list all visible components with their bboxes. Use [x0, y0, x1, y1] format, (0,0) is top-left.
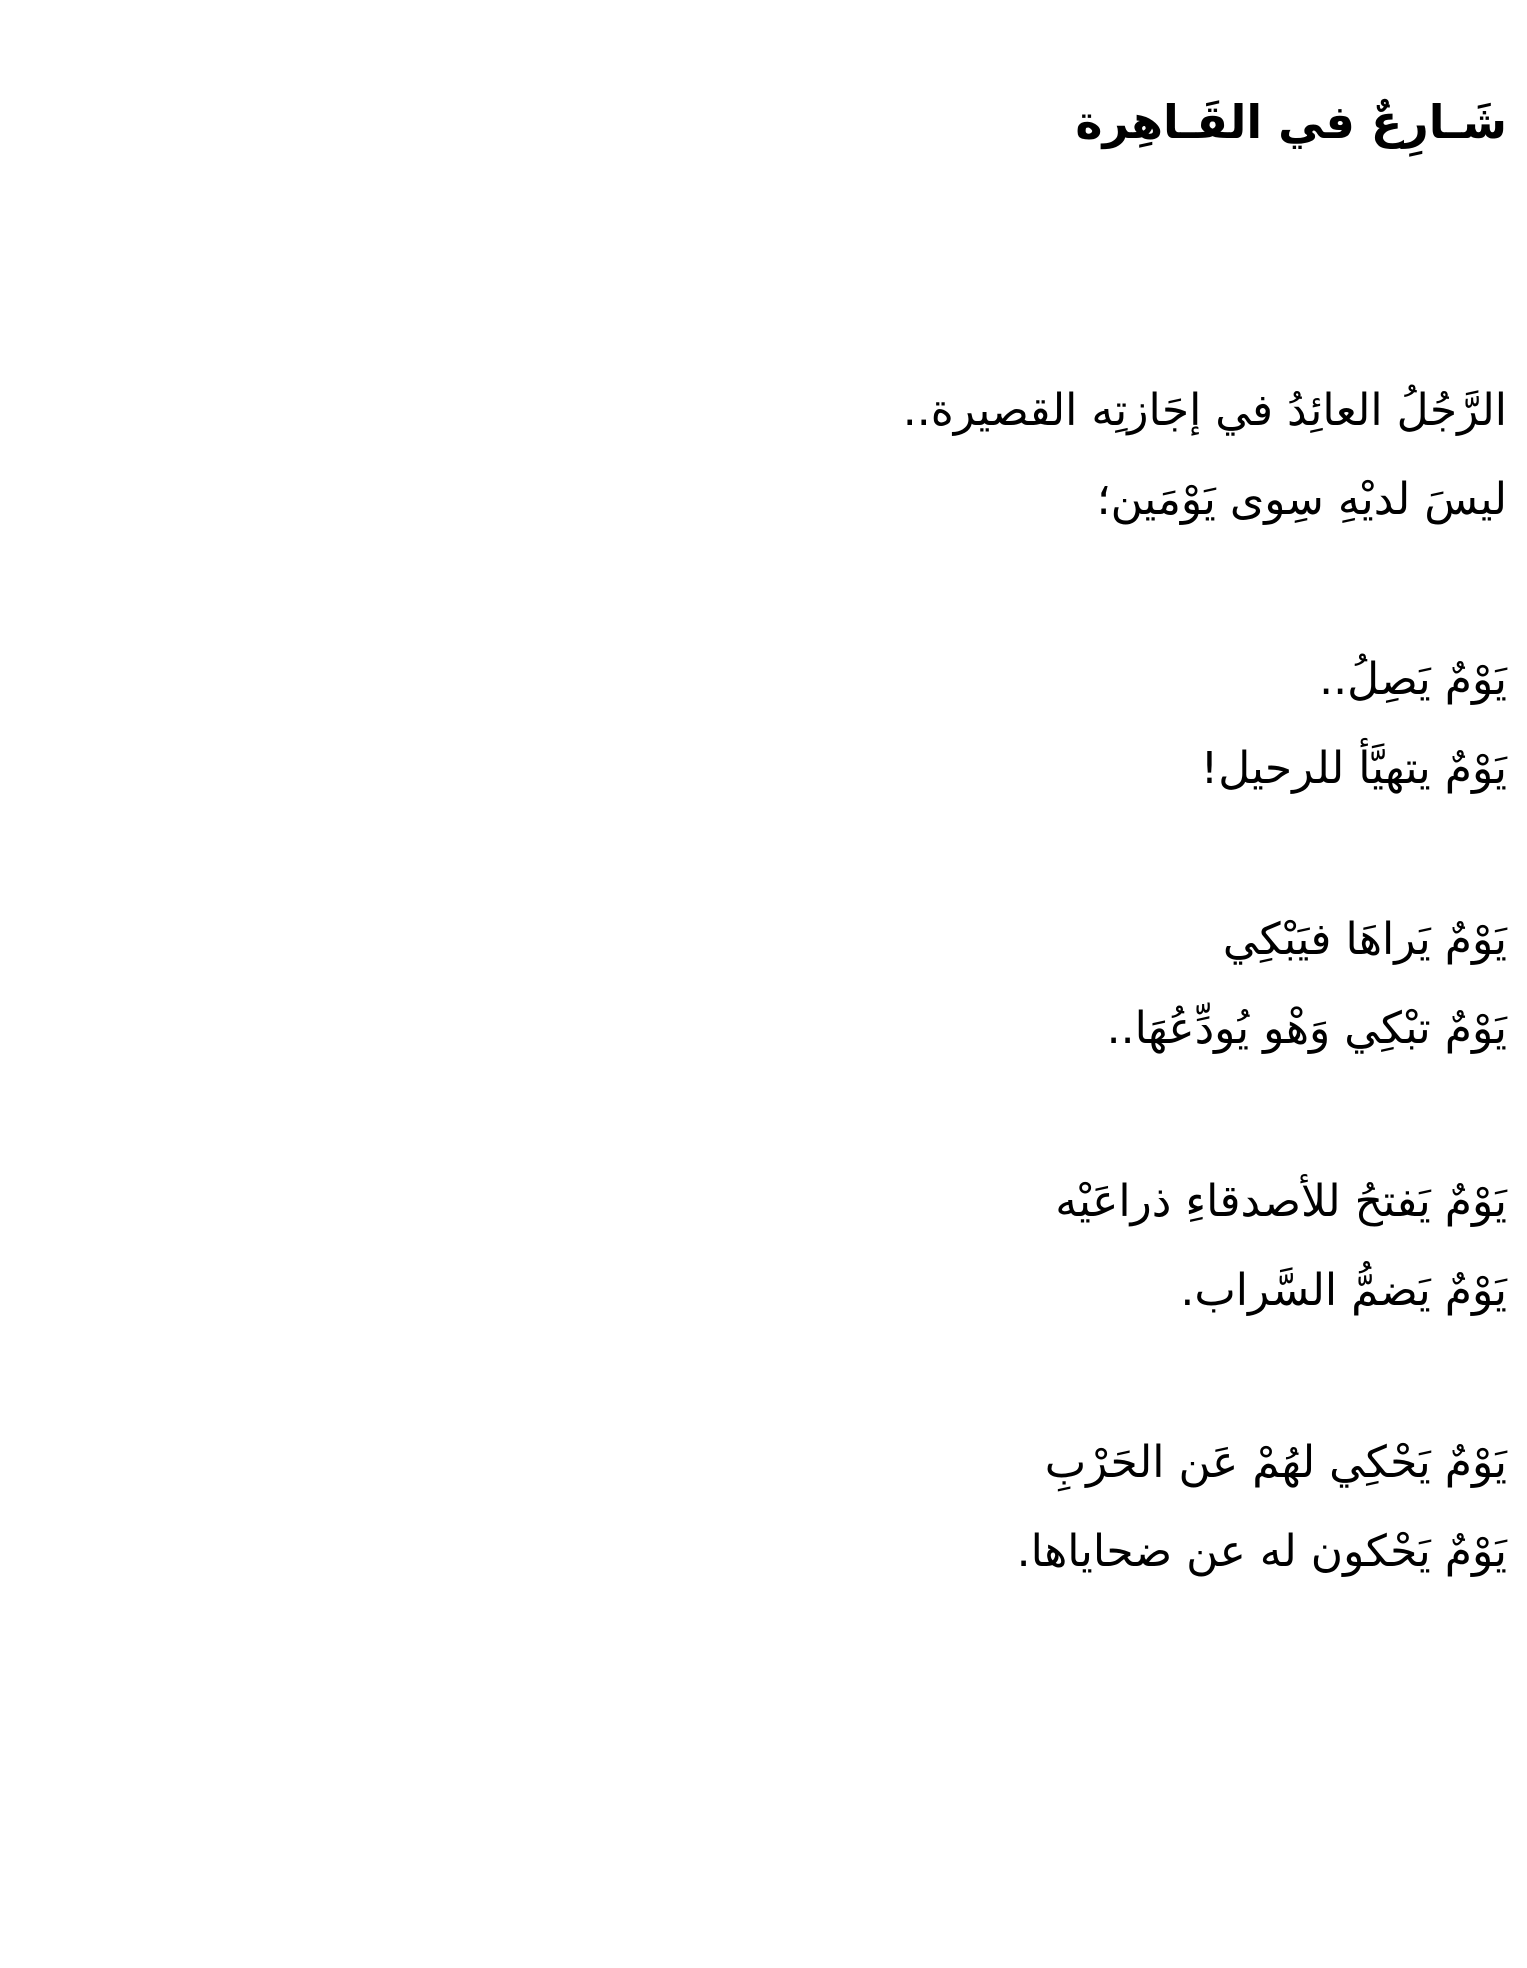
- poem-line: الرَّجُلُ العائِدُ في إجَازتِه القصيرة..: [902, 385, 1507, 436]
- poem-line: يَوْمٌ يَراهَا فيَبْكِي: [1222, 914, 1507, 965]
- poem-line: يَوْمٌ يَحْكِي لهُمْ عَن الحَرْبِ: [1044, 1437, 1507, 1488]
- poem-title: شَـارِعٌ في القَـاهِرة: [1075, 95, 1507, 149]
- stanza: [407, 366, 1507, 544]
- stanza: [407, 1418, 1507, 1596]
- stanza: [407, 635, 1507, 813]
- poem-line: يَوْمٌ يَحْكون له عن ضحاياها.: [1016, 1526, 1507, 1577]
- poem-line: يَوْمٌ تبْكِي وَهْو يُودِّعُهَا..: [1106, 1003, 1507, 1054]
- poem-line: يَوْمٌ يَصِلُ..: [1319, 654, 1507, 705]
- stanza: [407, 1157, 1507, 1335]
- poem-line: يَوْمٌ يَفتحُ للأصدقاءِ ذراعَيْه: [1055, 1176, 1507, 1227]
- poem-line: يَوْمٌ يَضمُّ السَّراب.: [1180, 1265, 1507, 1316]
- poem-line: يَوْمٌ يتهيَّأ للرحيل!: [1200, 743, 1507, 794]
- poem-line: ليسَ لديْهِ سِوى يَوْمَين؛: [1096, 474, 1507, 525]
- stanza: [407, 895, 1507, 1073]
